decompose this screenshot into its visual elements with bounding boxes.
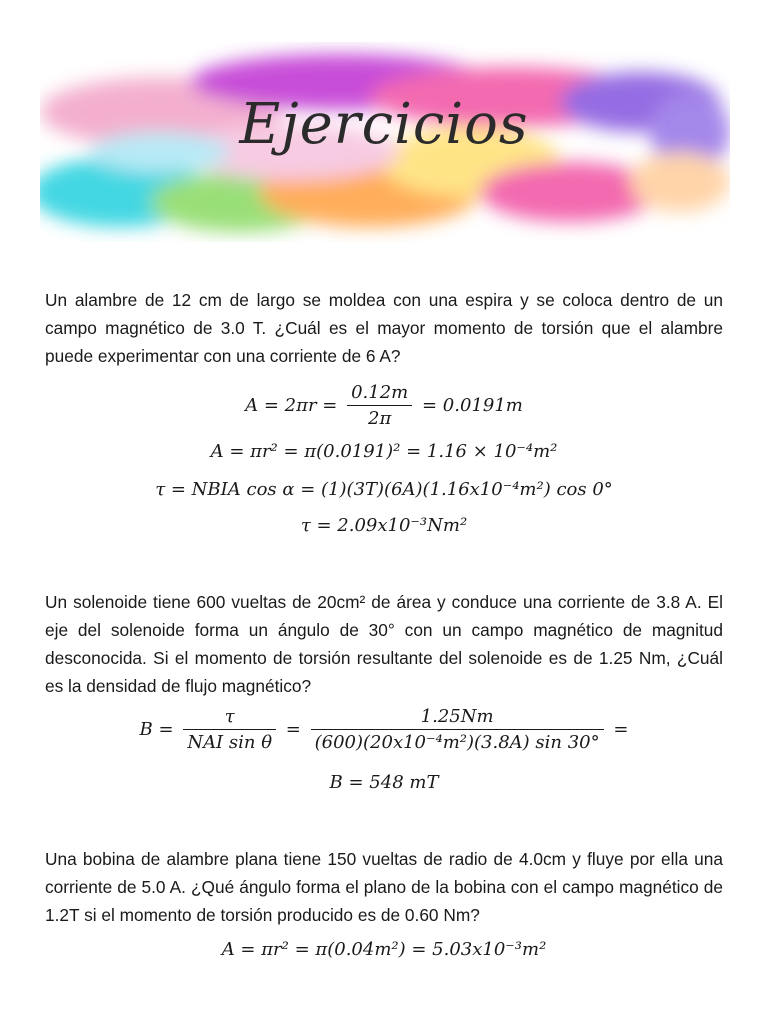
fraction-denominator: NAI sin θ — [187, 732, 273, 753]
problem1-equation-torque: τ = NBIA cos α = (1)(3T)(6A)(1.16x10⁻⁴m²) cos 0° — [155, 479, 613, 500]
equation-lhs: A = 2πr = — [245, 395, 338, 416]
equation-lhs: B = — [139, 719, 174, 740]
problem1-equation-result: τ = 2.09x10⁻³Nm² — [300, 515, 468, 536]
fraction-numerator: 1.25Nm — [311, 706, 604, 730]
equals-sign: = — [285, 719, 301, 740]
fraction-denominator: 2π — [368, 408, 392, 429]
fraction-numerator: τ — [183, 706, 276, 730]
problem1-equation-area — [0, 382, 768, 429]
fraction-denominator: (600)(20x10⁻⁴m²)(3.8A) sin 30° — [314, 732, 600, 753]
page-title: Ejercicios — [239, 92, 529, 157]
fraction — [183, 706, 276, 753]
fraction — [311, 706, 604, 753]
fraction-numerator: 0.12m — [347, 382, 412, 406]
problem2-equation-result: B = 548 mT — [329, 772, 439, 793]
equals-sign: = — [613, 719, 629, 740]
problem2-text: Un solenoide tiene 600 vueltas de 20cm² de área y conduce una corriente de 3.8 A. El eje del solenoide forma un ángulo de 30° con un campo magnético de magnitud desconocida. Si el momento de torsión resultante del solenoide es de 1.25 Nm, ¿Cuál es la densidad de flujo magnético? — [45, 592, 723, 696]
fraction — [347, 382, 412, 429]
problem3-text: Una bobina de alambre plana tiene 150 vueltas de radio de 4.0cm y fluye por ella una corriente de 5.0 A. ¿Qué ángulo forma el plano de la bobina con el campo magnético de 1.2T si el momento de torsión producido es de 0.60 Nm? — [45, 849, 723, 925]
problem1-text: Un alambre de 12 cm de largo se moldea con una espira y se coloca dentro de un campo magnético de 3.0 T. ¿Cuál es el mayor momento de torsión que el alambre puede experimentar con una corriente de 6 A? — [45, 290, 723, 366]
problem1-equation-area-square: A = πr² = π(0.0191)² = 1.16 × 10⁻⁴m² — [210, 441, 558, 462]
equation-rhs: = 0.0191m — [421, 395, 523, 416]
problem2-equation-flux — [0, 706, 768, 753]
problem3-equation-area: A = πr² = π(0.04m²) = 5.03x10⁻³m² — [221, 939, 547, 960]
